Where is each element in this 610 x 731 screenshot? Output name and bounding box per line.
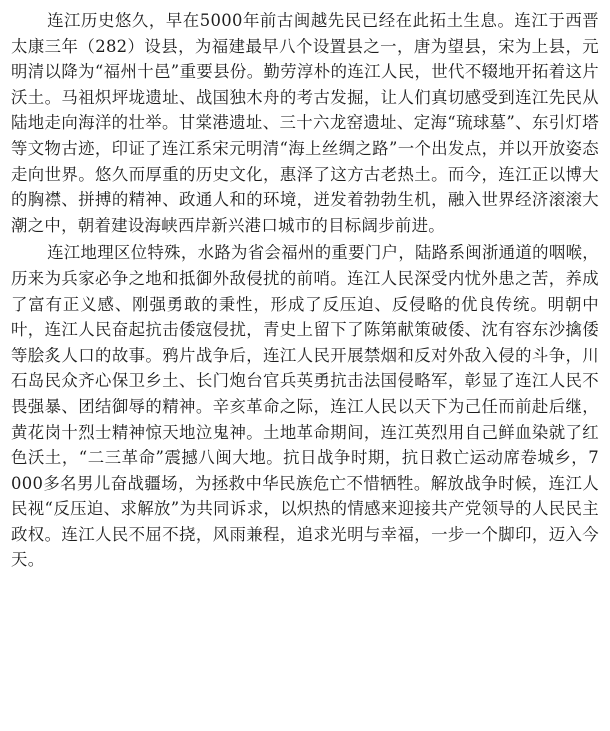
paragraph-geography: 连江地理区位特殊，水路为省会福州的重要门户，陆路系闽浙通道的咽喉，历来为兵家必争之地和抵御外敌侵扰的前哨。连江人民深受内忧外患之苦，养成了富有正义感、刚强勇敢的秉性，形成了反压迫、反侵略的优良传统。明朝中叶，连江人民奋起抗击倭寇侵扰，青史上留下了陈第献策破倭、沈有容东沙擒倭等脍炙人口的故事。鸦片战争后，连江人民开展禁烟和反对外敌入侵的斗争，川石岛民众齐心保卫乡土、长门炮台官兵英勇抗击法国侵略军，彰显了连江人民不畏强暴、团结御辱的精神。辛亥革命之际，连江人民以天下为己任而前赴后继，黄花岗十烈士精神惊天地泣鬼神。土地革命期间，连江英烈用自己鲜血染就了红色沃土，“二三革命”震撼八闽大地。抗日战争时期，抗日救亡运动席卷城乡，7000多名男儿奋战疆场，为拯救中华民族危亡不惜牺牲。解放战争时候，连江人民视“反压迫、求解放”为共同诉求，以炽热的情感来迎接共产党领导的人民民主政权。连江人民不屈不挠，风雨兼程，追求光明与幸福，一步一个脚印，迈入今天。 <box>11 243 599 570</box>
paragraph-history: 连江历史悠久，早在5000年前古闽越先民已经在此拓土生息。连江于西晋太康三年（282）设县，为福建最早八个设置县之一，唐为望县，宋为上县，元明清以降为“福州十邑”重要县份。勤劳淳朴的连江人民，世代不辍地开拓着这片沃土。马祖炽坪垅遗址、战国独木舟的考古发掘，让人们真切感受到连江先民从陆地走向海洋的壮举。甘棠港遗址、三十六龙窑遗址、定海“琉球墓”、东引灯塔等文物古迹，印证了连江系宋元明清“海上丝绸之路”一个出发点，并以开放姿态走向世界。悠久而厚重的历史文化，惠泽了这方古老热土。而今，连江正以博大的胸襟、拼搏的精神、政通人和的环境，迸发着勃勃生机，融入世界经济滚滚大潮之中，朝着建设海峡西岸新兴港口城市的目标阔步前进。 <box>11 11 599 235</box>
